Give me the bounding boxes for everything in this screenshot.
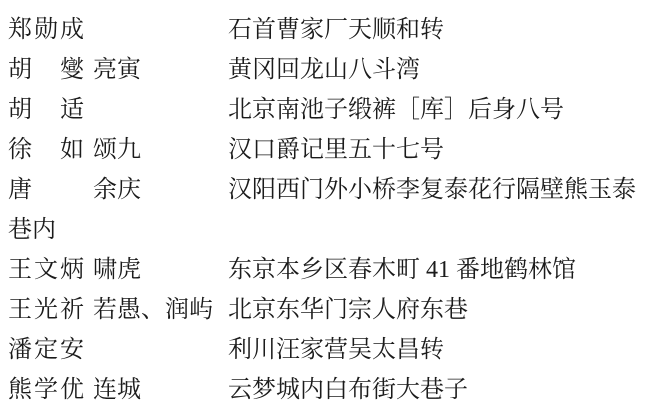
directory-row (8, 50, 645, 90)
person-address: 石首曹家厂天顺和转 (228, 17, 444, 43)
courtesy-name (93, 10, 228, 50)
person-name: 王光祈 (8, 297, 86, 323)
person-name: 徐 如 (8, 137, 86, 163)
directory-row (8, 250, 645, 290)
person-name: 潘定安 (8, 337, 86, 363)
person-address: 利川汪家营吴太昌转 (228, 337, 444, 363)
person-name: 王文炳 (8, 257, 86, 283)
courtesy-name: 若愚、润屿 (93, 297, 213, 323)
person-address: 北京东华门宗人府东巷 (228, 297, 468, 323)
courtesy-name: 连城 (93, 377, 141, 403)
directory-row (8, 330, 645, 370)
courtesy-name: 啸虎 (93, 257, 141, 283)
directory-row (8, 10, 645, 50)
person-name: 胡 燮 (8, 57, 86, 83)
person-address: 汉阳西门外小桥李复泰花行隔壁熊玉泰 (228, 177, 636, 203)
person-name: 郑勋成 (8, 17, 86, 43)
person-address: 云梦城内白布街大巷子 (228, 377, 468, 403)
directory-row (8, 90, 645, 130)
person-address: 北京南池子缎裤［库］后身八号 (228, 97, 564, 123)
address-continuation-text: 巷内 (8, 217, 56, 243)
directory-table (8, 10, 645, 405)
courtesy-name: 亮寅 (93, 57, 141, 83)
person-name: 熊学优 (8, 377, 86, 403)
person-address: 东京本乡区春木町 41 番地鹤林馆 (228, 257, 576, 283)
directory-row (8, 290, 645, 330)
courtesy-name (93, 90, 228, 130)
person-address: 汉口爵记里五十七号 (228, 137, 444, 163)
directory-row (8, 370, 645, 405)
courtesy-name (93, 330, 228, 370)
directory-row (8, 130, 645, 170)
person-name: 唐 (8, 177, 34, 203)
courtesy-name: 颂九 (93, 137, 141, 163)
person-name: 胡 适 (8, 97, 86, 123)
directory-row (8, 170, 645, 210)
address-continuation-row (8, 210, 645, 250)
person-address: 黄冈回龙山八斗湾 (228, 57, 420, 83)
courtesy-name: 余庆 (93, 177, 141, 203)
